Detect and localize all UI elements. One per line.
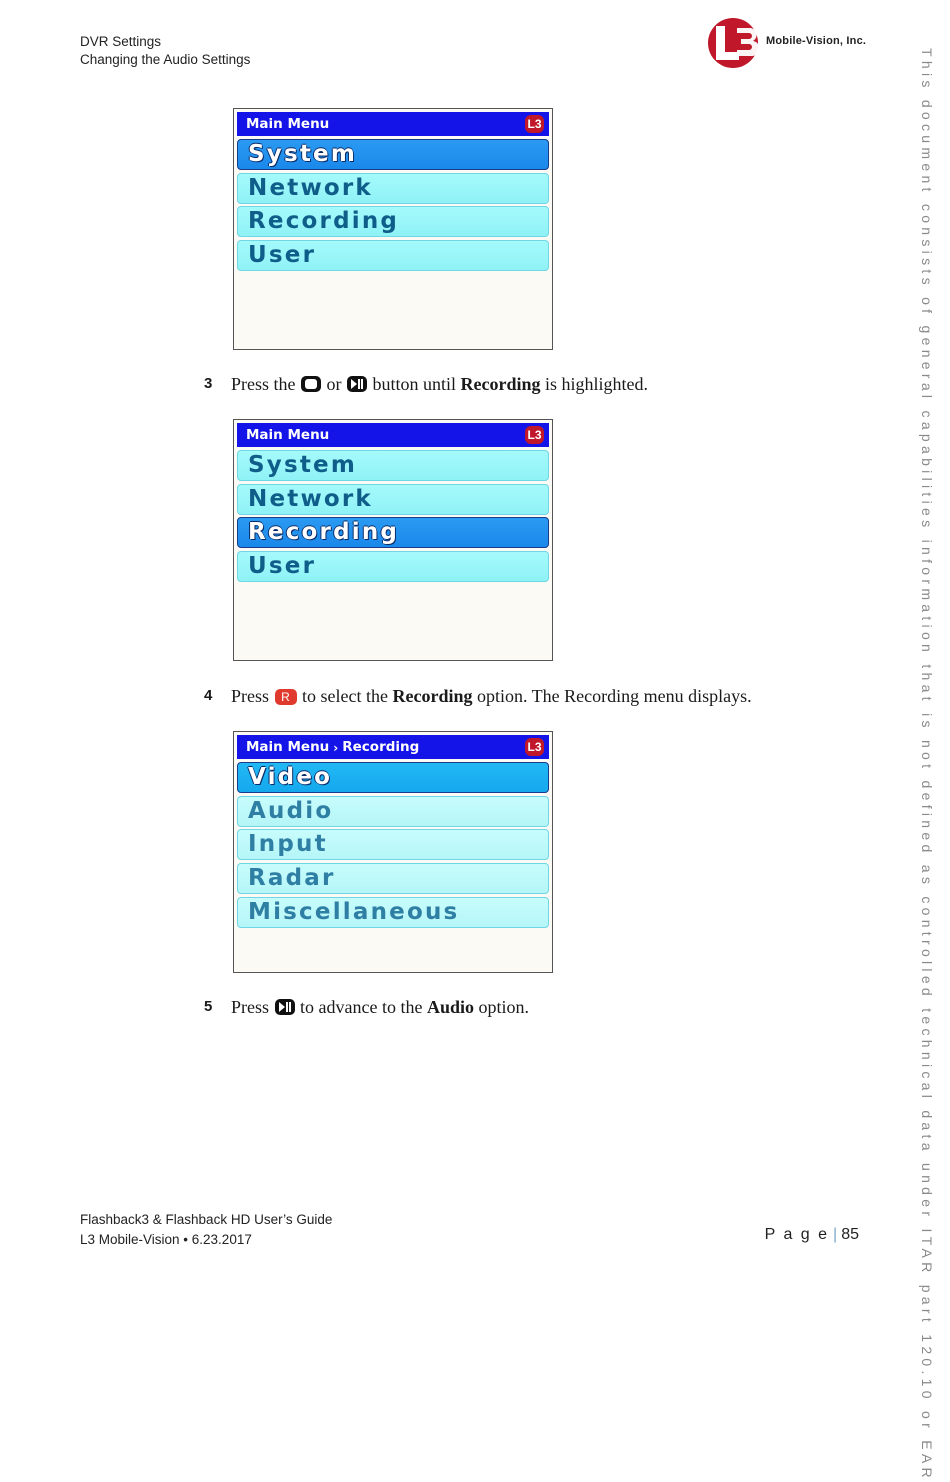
- menu-item-user[interactable]: User: [237, 551, 549, 582]
- page-footer: [80, 1210, 332, 1250]
- step-text: option.: [478, 997, 530, 1017]
- page-separator: |: [833, 1226, 838, 1243]
- footer-guide-title: Flashback3 & Flashback HD User’s Guide: [80, 1212, 333, 1227]
- step-text: Press: [231, 997, 270, 1017]
- l3-badge-icon: L3: [525, 115, 544, 133]
- page-label: P a g e: [764, 1226, 830, 1243]
- screen-title: Main Menu: [246, 116, 330, 132]
- header-section: DVR Settings: [80, 34, 162, 49]
- l3-logo-icon: [704, 16, 764, 70]
- step-text: to select the: [302, 686, 388, 706]
- menu-item-video[interactable]: Video: [237, 762, 549, 793]
- side-notice-text: This document consists of general capabilities information that is not defined as controlled technical data under ITAR part 120.10 or EAR: [919, 48, 935, 1482]
- screen-subtitle: Recording: [342, 739, 420, 755]
- menu-item-system[interactable]: System: [237, 139, 549, 170]
- menu-item-system[interactable]: System: [237, 450, 549, 481]
- menu-screenshot-2: [233, 419, 553, 661]
- l3-badge-icon: L3: [525, 426, 544, 444]
- step-text: to advance to the: [300, 997, 423, 1017]
- screen-title-bar: [237, 112, 549, 136]
- menu-item-network[interactable]: Network: [237, 173, 549, 204]
- menu-item-network[interactable]: Network: [237, 484, 549, 515]
- screen-title: Main Menu: [246, 427, 330, 443]
- menu-item-user[interactable]: User: [237, 240, 549, 271]
- step-bold-term: Recording: [460, 374, 541, 394]
- record-button-icon: R: [275, 689, 297, 705]
- menu-item-recording[interactable]: Recording: [237, 206, 549, 237]
- step-text: button until: [372, 374, 457, 394]
- screen-title: Main Menu: [246, 739, 330, 755]
- footer-company-date: L3 Mobile-Vision • 6.23.2017: [80, 1232, 252, 1247]
- step-bold-term: Audio: [426, 997, 474, 1017]
- screen-title-bar: [237, 735, 549, 759]
- step-text: is highlighted.: [545, 374, 649, 394]
- company-logo: [704, 16, 874, 70]
- step-number: 5: [204, 998, 213, 1015]
- breadcrumb-chevron-icon: ›: [333, 741, 339, 755]
- step-number: 4: [204, 687, 213, 704]
- logo-company-name: Mobile-Vision, Inc.: [766, 35, 867, 47]
- menu-screenshot-3: [233, 731, 553, 973]
- l3-badge-icon: L3: [525, 738, 544, 756]
- page-header: [80, 33, 250, 69]
- menu-screenshot-1: [233, 108, 553, 350]
- blank-button-icon: [301, 376, 321, 392]
- step-bold-term: Recording: [392, 686, 473, 706]
- step-text: Press: [231, 686, 270, 706]
- step-number: 3: [204, 375, 213, 392]
- screen-title-bar: [237, 423, 549, 447]
- step-text: Press the: [231, 374, 296, 394]
- step-text: or: [326, 374, 342, 394]
- menu-item-radar[interactable]: Radar: [237, 863, 549, 894]
- menu-item-input[interactable]: Input: [237, 829, 549, 860]
- header-subsection: Changing the Audio Settings: [80, 52, 251, 67]
- side-notice: [918, 48, 950, 1482]
- menu-item-miscellaneous[interactable]: Miscellaneous: [237, 897, 549, 928]
- page-number: 85: [841, 1226, 859, 1243]
- play-pause-button-icon: [347, 376, 367, 392]
- menu-item-recording[interactable]: Recording: [237, 517, 549, 548]
- play-pause-button-icon: [275, 999, 295, 1015]
- menu-item-audio[interactable]: Audio: [237, 796, 549, 827]
- step-text: option. The Recording menu displays.: [476, 686, 752, 706]
- page-number-block: [765, 1226, 859, 1244]
